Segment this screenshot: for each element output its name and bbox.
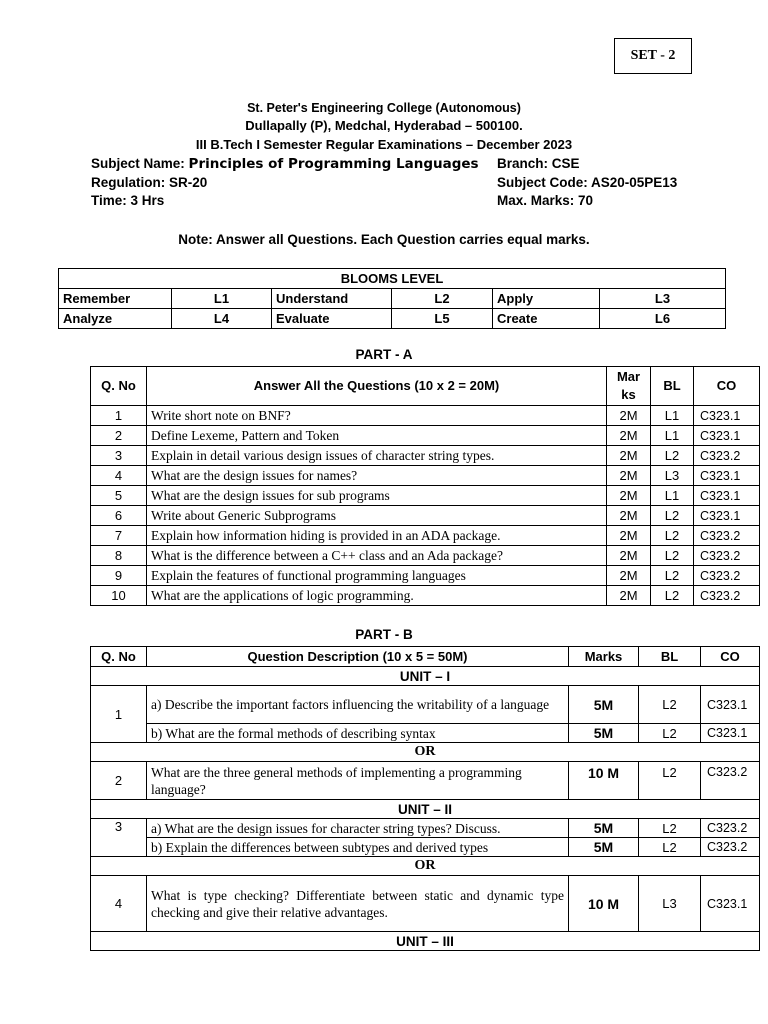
question-bl: L1	[651, 486, 694, 506]
question-co: C323.1	[701, 724, 760, 743]
question-co: C323.2	[694, 546, 760, 566]
question-bl: L2	[639, 762, 701, 800]
blooms-cell: Remember	[59, 289, 172, 309]
question-bl: L2	[639, 686, 701, 724]
question-text: b) What are the formal methods of describing syntax	[147, 724, 569, 743]
table-row	[91, 566, 760, 586]
question-co: C323.1	[694, 406, 760, 426]
question-text: Write short note on BNF?	[147, 406, 607, 426]
question-number: 1	[91, 406, 147, 426]
blooms-cell: L1	[172, 289, 272, 309]
college-address: Dullapally (P), Medchal, Hyderabad – 500100.	[245, 118, 523, 133]
question-marks: 5M	[569, 686, 639, 724]
time: Time: 3 Hrs	[91, 193, 165, 208]
question-co: C323.2	[694, 586, 760, 606]
question-marks: 2M	[607, 506, 651, 526]
question-marks: 5M	[569, 838, 639, 857]
question-co: C323.1	[694, 426, 760, 446]
question-text: Explain the features of functional programming languages	[147, 566, 607, 586]
question-number: 1	[91, 686, 147, 743]
question-co: C323.2	[701, 762, 760, 800]
question-text: What are the applications of logic programming.	[147, 586, 607, 606]
blooms-cell: L5	[392, 309, 493, 329]
table-row	[91, 686, 760, 724]
question-number: 10	[91, 586, 147, 606]
question-co: C323.2	[694, 526, 760, 546]
table-row	[91, 406, 760, 426]
question-bl: L2	[651, 506, 694, 526]
bl-header: BL	[639, 647, 701, 667]
unit-heading: UNIT – I	[91, 667, 760, 686]
part-a-header-row	[91, 367, 760, 406]
blooms-cell: Understand	[272, 289, 392, 309]
question-marks: 2M	[607, 546, 651, 566]
question-text: What are the three general methods of implementing a programming language?	[147, 762, 569, 800]
unit-row	[91, 667, 760, 686]
college-name: St. Peter's Engineering College (Autonomous)	[247, 101, 521, 115]
question-co: C323.1	[701, 686, 760, 724]
question-text: a) Describe the important factors influencing the writability of a language	[147, 686, 569, 724]
question-number: 4	[91, 466, 147, 486]
blooms-cell: Apply	[493, 289, 600, 309]
table-row	[91, 586, 760, 606]
table-row	[91, 506, 760, 526]
qno-header: Q. No	[91, 367, 147, 406]
blooms-cell: Create	[493, 309, 600, 329]
table-row	[91, 446, 760, 466]
part-a-title: PART - A	[355, 347, 413, 362]
or-separator: OR	[91, 743, 760, 762]
blooms-cell: L2	[392, 289, 493, 309]
question-marks: 5M	[569, 819, 639, 838]
bl-header: BL	[651, 367, 694, 406]
question-text: Explain in detail various design issues of character string types.	[147, 446, 607, 466]
branch: Branch: CSE	[497, 156, 580, 171]
question-number: 5	[91, 486, 147, 506]
marks-header: Mar ks	[607, 367, 651, 406]
regulation: Regulation: SR-20	[91, 175, 208, 190]
or-row	[91, 743, 760, 762]
question-text: Define Lexeme, Pattern and Token	[147, 426, 607, 446]
co-header: CO	[701, 647, 760, 667]
question-marks: 2M	[607, 586, 651, 606]
question-number: 2	[91, 426, 147, 446]
question-text: What are the design issues for sub programs	[147, 486, 607, 506]
question-bl: L1	[651, 426, 694, 446]
question-header: Question Description (10 x 5 = 50M)	[147, 647, 569, 667]
part-a-table	[90, 366, 760, 606]
unit-row	[91, 800, 760, 819]
co-header: CO	[694, 367, 760, 406]
qno-header: Q. No	[91, 647, 147, 667]
blooms-level-table	[58, 268, 726, 329]
question-co: C323.1	[694, 466, 760, 486]
blooms-title: BLOOMS LEVEL	[59, 269, 726, 289]
question-bl: L1	[651, 406, 694, 426]
blooms-cell: Evaluate	[272, 309, 392, 329]
table-row	[91, 466, 760, 486]
question-marks: 10 M	[569, 876, 639, 932]
table-row	[91, 426, 760, 446]
table-row	[91, 546, 760, 566]
blooms-cell: Analyze	[59, 309, 172, 329]
table-row	[91, 838, 760, 857]
part-b-title: PART - B	[355, 627, 413, 642]
table-row	[91, 486, 760, 506]
question-bl: L2	[639, 724, 701, 743]
question-bl: L2	[651, 566, 694, 586]
exam-title: III B.Tech I Semester Regular Examinations – December 2023	[195, 137, 573, 152]
part-b-header-row	[91, 647, 760, 667]
question-co: C323.2	[701, 819, 760, 838]
unit-row	[91, 932, 760, 951]
question-bl: L2	[651, 526, 694, 546]
unit-heading: UNIT – II	[91, 800, 760, 819]
set-label: SET - 2	[614, 38, 692, 74]
question-marks: 5M	[569, 724, 639, 743]
question-marks: 10 M	[569, 762, 639, 800]
question-text: a) What are the design issues for character string types? Discuss.	[147, 819, 569, 838]
table-row	[91, 762, 760, 800]
question-co: C323.1	[694, 506, 760, 526]
blooms-row	[59, 309, 726, 329]
question-bl: L2	[651, 446, 694, 466]
question-bl: L2	[651, 586, 694, 606]
table-row	[91, 819, 760, 838]
marks-header: Marks	[569, 647, 639, 667]
question-co: C323.2	[701, 838, 760, 857]
question-number: 3	[91, 819, 147, 857]
question-number: 6	[91, 506, 147, 526]
question-marks: 2M	[607, 526, 651, 546]
table-row	[91, 876, 760, 932]
question-marks: 2M	[607, 486, 651, 506]
question-text: What is type checking? Differentiate between static and dynamic type checking and give their relative advantages.	[147, 876, 569, 932]
question-text: What is the difference between a C++ class and an Ada package?	[147, 546, 607, 566]
subject-value: Principles of Programming Languages	[188, 156, 479, 172]
subject-label: Subject Name:	[91, 156, 185, 171]
question-text: Explain how information hiding is provided in an ADA package.	[147, 526, 607, 546]
question-bl: L2	[651, 546, 694, 566]
blooms-cell: L4	[172, 309, 272, 329]
subject-name	[91, 156, 479, 172]
question-marks: 2M	[607, 406, 651, 426]
table-row	[91, 526, 760, 546]
max-marks: Max. Marks: 70	[497, 193, 594, 208]
subject-code: Subject Code: AS20-05PE13	[497, 175, 678, 190]
unit-heading: UNIT – III	[91, 932, 760, 951]
exam-note: Note: Answer all Questions. Each Question carries equal marks.	[178, 232, 590, 247]
question-bl: L3	[651, 466, 694, 486]
question-marks: 2M	[607, 446, 651, 466]
question-bl: L2	[639, 819, 701, 838]
question-number: 7	[91, 526, 147, 546]
blooms-cell: L3	[600, 289, 726, 309]
question-number: 8	[91, 546, 147, 566]
question-header: Answer All the Questions (10 x 2 = 20M)	[147, 367, 607, 406]
blooms-row	[59, 289, 726, 309]
question-text: What are the design issues for names?	[147, 466, 607, 486]
part-b-table	[90, 646, 760, 951]
question-text: b) Explain the differences between subtypes and derived types	[147, 838, 569, 857]
question-co: C323.1	[694, 486, 760, 506]
or-row	[91, 857, 760, 876]
question-marks: 2M	[607, 566, 651, 586]
question-bl: L3	[639, 876, 701, 932]
question-marks: 2M	[607, 426, 651, 446]
question-number: 9	[91, 566, 147, 586]
question-co: C323.2	[694, 446, 760, 466]
or-separator: OR	[91, 857, 760, 876]
question-number: 4	[91, 876, 147, 932]
table-row	[91, 724, 760, 743]
question-co: C323.1	[701, 876, 760, 932]
question-marks: 2M	[607, 466, 651, 486]
blooms-cell: L6	[600, 309, 726, 329]
question-text: Write about Generic Subprograms	[147, 506, 607, 526]
question-number: 2	[91, 762, 147, 800]
question-bl: L2	[639, 838, 701, 857]
question-co: C323.2	[694, 566, 760, 586]
question-number: 3	[91, 446, 147, 466]
